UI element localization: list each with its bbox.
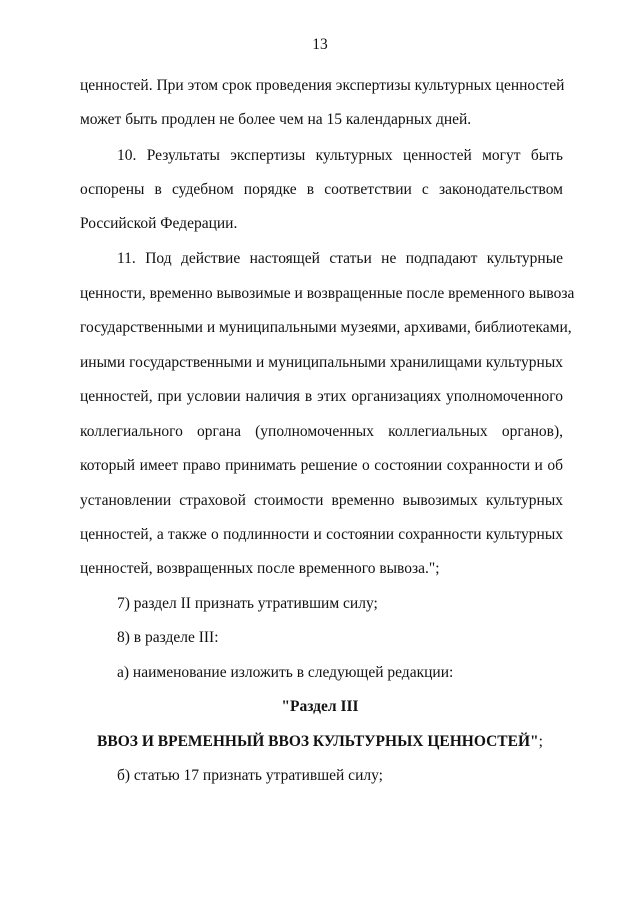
item-a: а) наименование изложить в следующей редакции: bbox=[117, 664, 454, 681]
text-line: ценностей, при условии наличия в этих организациях уполномоченного bbox=[80, 388, 563, 405]
section-heading-title-tail: ; bbox=[538, 733, 543, 750]
text-line: ценностей. При этом срок проведения экспертизы культурных ценностей bbox=[80, 77, 565, 94]
paragraph-11-first-line: 11. Под действие настоящей статьи не подпадают культурные bbox=[117, 250, 563, 267]
section-heading-number: "Раздел III bbox=[281, 698, 359, 715]
text-line: ценностей, а также о подлинности и состоянии сохранности культурных bbox=[80, 526, 563, 543]
text-line: который имеет право принимать решение о состоянии сохранности и об bbox=[80, 457, 563, 474]
text-line: иными государственными и муниципальными хранилищами культурных bbox=[80, 354, 563, 371]
text-line: установлении страховой стоимости временно вывозимых культурных bbox=[80, 492, 563, 509]
paragraph-10-first-line: 10. Результаты экспертизы культурных ценностей могут быть bbox=[117, 147, 563, 164]
item-8: 8) в разделе III: bbox=[117, 629, 219, 646]
item-7: 7) раздел II признать утратившим силу; bbox=[117, 595, 378, 612]
text-line: коллегиального органа (уполномоченных коллегиальных органов), bbox=[80, 423, 563, 440]
text-line: ценности, временно вывозимые и возвращенные после временного вывоза bbox=[80, 285, 575, 302]
page-number: 13 bbox=[312, 36, 328, 53]
section-heading-title bbox=[0, 732, 640, 752]
text-line: Российской Федерации. bbox=[80, 215, 238, 232]
section-heading-title-text: ВВОЗ И ВРЕМЕННЫЙ ВВОЗ КУЛЬТУРНЫХ ЦЕННОСТЕЙ" bbox=[97, 733, 539, 750]
item-b: б) статью 17 признать утратившей силу; bbox=[117, 767, 383, 784]
text-line: ценностей, возвращенных после временного вывоза."; bbox=[80, 560, 440, 577]
text-line: государственными и муниципальными музеями, архивами, библиотеками, bbox=[80, 319, 572, 336]
text-line: оспорены в судебном порядке в соответствии с законодательством bbox=[80, 181, 563, 198]
text-line: может быть продлен не более чем на 15 календарных дней. bbox=[80, 111, 472, 128]
